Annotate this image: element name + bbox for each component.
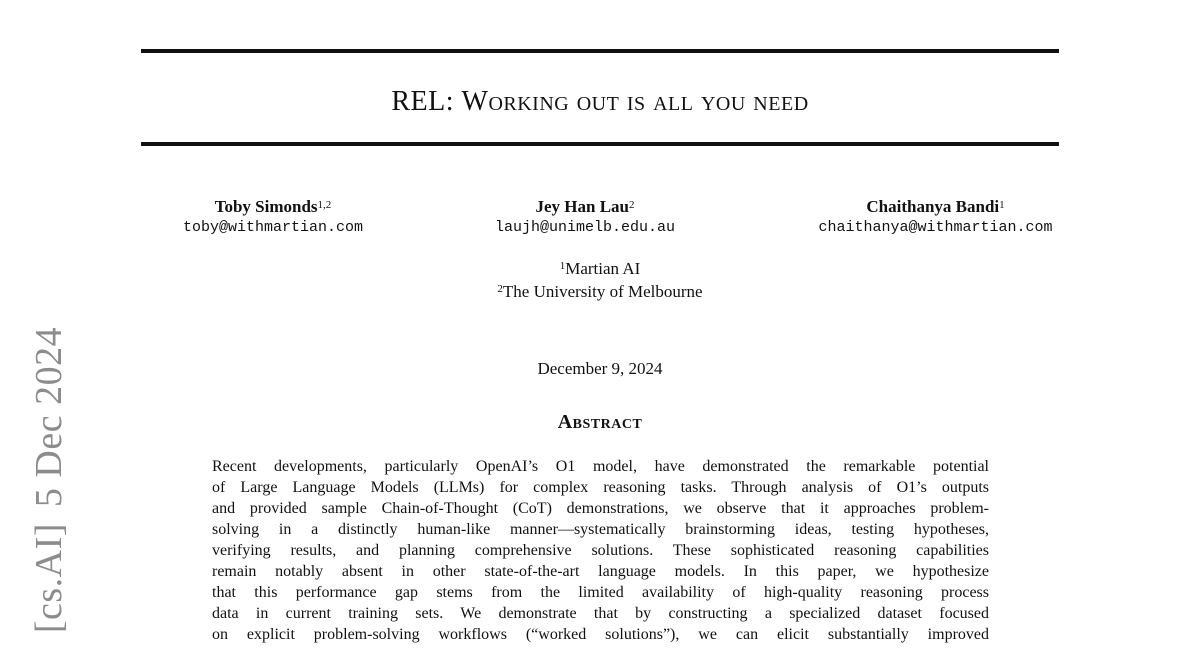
abstract-line: solving in a distinctly human-like manner—systematically brainstorming ideas, testing hypotheses,: [212, 521, 989, 538]
abstract-line: that this performance gap stems from the limited availability of high-quality reasoning process: [212, 584, 989, 601]
affiliation-name: Martian AI: [565, 259, 641, 278]
affiliation-mark: 2: [497, 283, 503, 295]
title-bottom-rule: [141, 142, 1059, 146]
abstract-line: verifying results, and planning comprehensive solutions. These sophisticated reasoning capabilities: [212, 542, 989, 559]
author-email: toby@withmartian.com: [182, 219, 364, 236]
title-top-rule: [141, 49, 1059, 53]
affiliation-mark: 1: [559, 260, 566, 272]
arxiv-category: [cs.AI]: [28, 523, 70, 634]
author-email: laujh@unimelb.edu.au: [494, 219, 676, 236]
author-name: Jey Han Lau$^2$: [535, 197, 635, 216]
author-name: Toby Simonds$^{1,2}$: [214, 197, 332, 216]
author-affiliation-marks: 2: [629, 199, 635, 211]
arxiv-date: 5 Dec 2024: [28, 326, 70, 508]
abstract-body: [212, 456, 989, 645]
abstract-line: data in current training sets. We demonstrate that by constructing a specialized dataset focused: [212, 605, 989, 622]
abstract-line: remain notably absent in other state-of-the-art language models. In this paper, we hypothesize: [212, 563, 989, 580]
author-name: Chaithanya Bandi$^1$: [866, 197, 1005, 216]
abstract-heading: Abstract: [557, 411, 643, 433]
arxiv-side-stamp: [27, 327, 71, 633]
author-block: [470, 196, 700, 237]
abstract-line: Recent developments, particularly OpenAI’s O1 model, have demonstrated the remarkable potential: [212, 458, 989, 475]
title-rest: Working out is all you need: [461, 86, 809, 117]
abstract-line: on explicit problem-solving workflows (“worked solutions”), we can elicit substantially improved: [212, 626, 989, 643]
paper-title: [141, 84, 1059, 120]
abstract-line: and provided sample Chain-of-Thought (CoT) demonstrations, we observe that it approaches problem-: [212, 500, 989, 517]
paper-date: December 9, 2024: [537, 359, 663, 378]
affiliation: [400, 258, 800, 280]
author-block: [168, 196, 378, 237]
author-affiliation-marks: 1: [999, 199, 1005, 211]
author-block: [798, 196, 1073, 237]
affiliation: [400, 281, 800, 303]
author-email: chaithanya@withmartian.com: [818, 219, 1053, 236]
affiliation-name: The University of Melbourne: [502, 282, 703, 301]
author-affiliation-marks: 1,2: [317, 199, 332, 211]
abstract-line: of Large Language Models (LLMs) for complex reasoning tasks. Through analysis of O1’s outputs: [212, 479, 989, 496]
title-prefix: REL:: [391, 86, 462, 117]
